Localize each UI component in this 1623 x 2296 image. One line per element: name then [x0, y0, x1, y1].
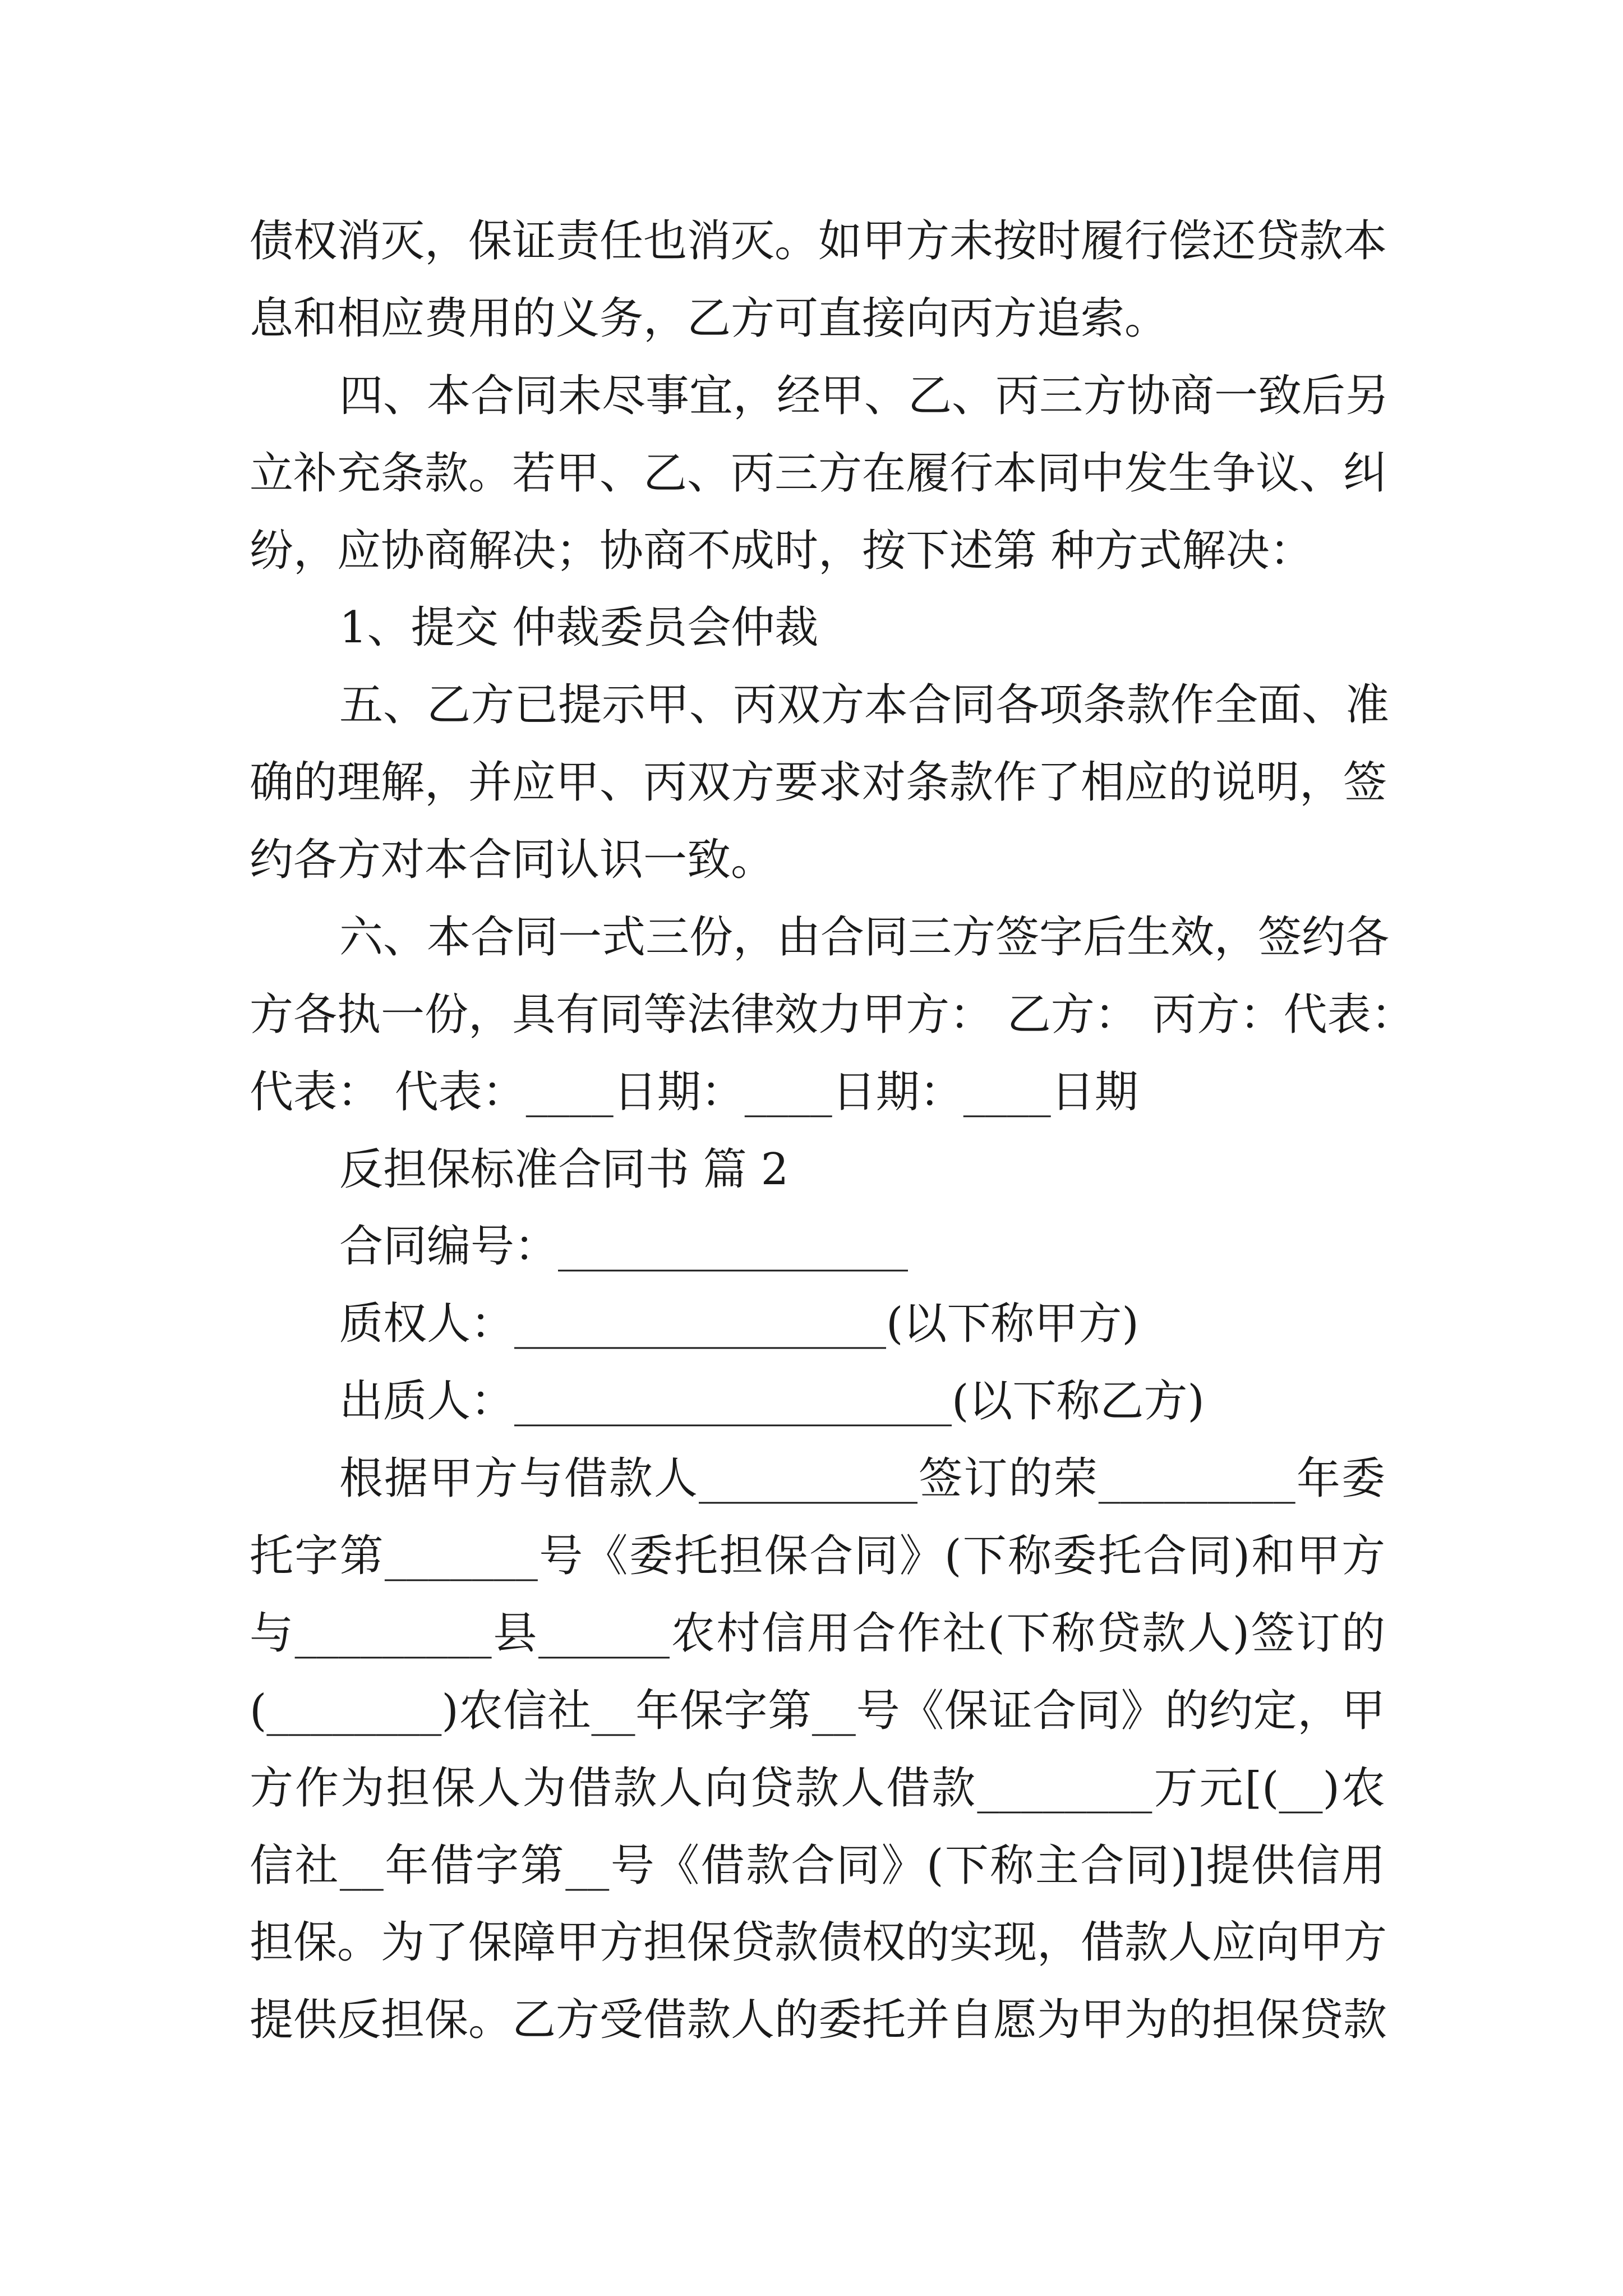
text-line: 方各执一份，具有同等法律效力甲方： 乙方： 丙方：代表： [250, 990, 1415, 1040]
text-line: 息和相应费用的义务，乙方可直接向丙方追索。 [250, 293, 1169, 344]
text-line: 托字第_______号《委托担保合同》(下称委托合同)和甲方 [250, 1531, 1385, 1581]
text-line: 提供反担保。乙方受借款人的委托并自愿为甲为的担保贷款 [250, 1995, 1387, 2045]
text-line: 五、乙方已提示甲、丙双方本合同各项条款作全面、准 [339, 680, 1390, 730]
text-line: 确的理解，并应甲、丙双方要求对条款作了相应的说明，签 [250, 757, 1387, 808]
text-line: 立补充条款。若甲、乙、丙三方在履行本同中发生争议、纠 [250, 448, 1387, 499]
text-line: 约各方对本合同认识一致。 [250, 835, 775, 885]
text-line: 1、提交 仲裁委员会仲裁 [339, 602, 819, 653]
text-line: 质权人：_________________(以下称甲方) [339, 1299, 1139, 1349]
text-line: 合同编号：________________ [339, 1221, 909, 1272]
text-line: 四、本合同未尽事宜，经甲、乙、丙三方协商一致后另 [339, 371, 1390, 421]
text-line: 担保。为了保障甲方担保贷款债权的实现，借款人应向甲方 [250, 1917, 1387, 1968]
section-heading: 反担保标准合同书 篇 2 [339, 1144, 789, 1195]
text-line: 代表： 代表：____日期：____日期：____日期 [250, 1067, 1138, 1117]
text-line: 与_________县______农村信用合作社(下称贷款人)签订的 [250, 1608, 1385, 1659]
text-line: 纷，应协商解决；协商不成时，按下述第 种方式解决： [250, 526, 1313, 576]
text-line: (________)农信社__年保字第__号《保证合同》的约定，甲 [250, 1686, 1385, 1736]
text-line: 六、本合同一式三份，由合同三方签字后生效，签约各 [339, 912, 1390, 963]
text-line: 根据甲方与借款人__________签订的荣_________年委 [339, 1453, 1385, 1504]
text-line: 方作为担保人为借款人向贷款人借款________万元[(__)农 [250, 1763, 1385, 1814]
text-line: 信社__年借字第__号《借款合同》(下称主合同)]提供信用 [250, 1841, 1385, 1891]
text-line: 出质人：____________________(以下称乙方) [339, 1376, 1205, 1427]
text-line: 债权消灭，保证责任也消灭。如甲方未按时履行偿还贷款本 [250, 216, 1387, 266]
